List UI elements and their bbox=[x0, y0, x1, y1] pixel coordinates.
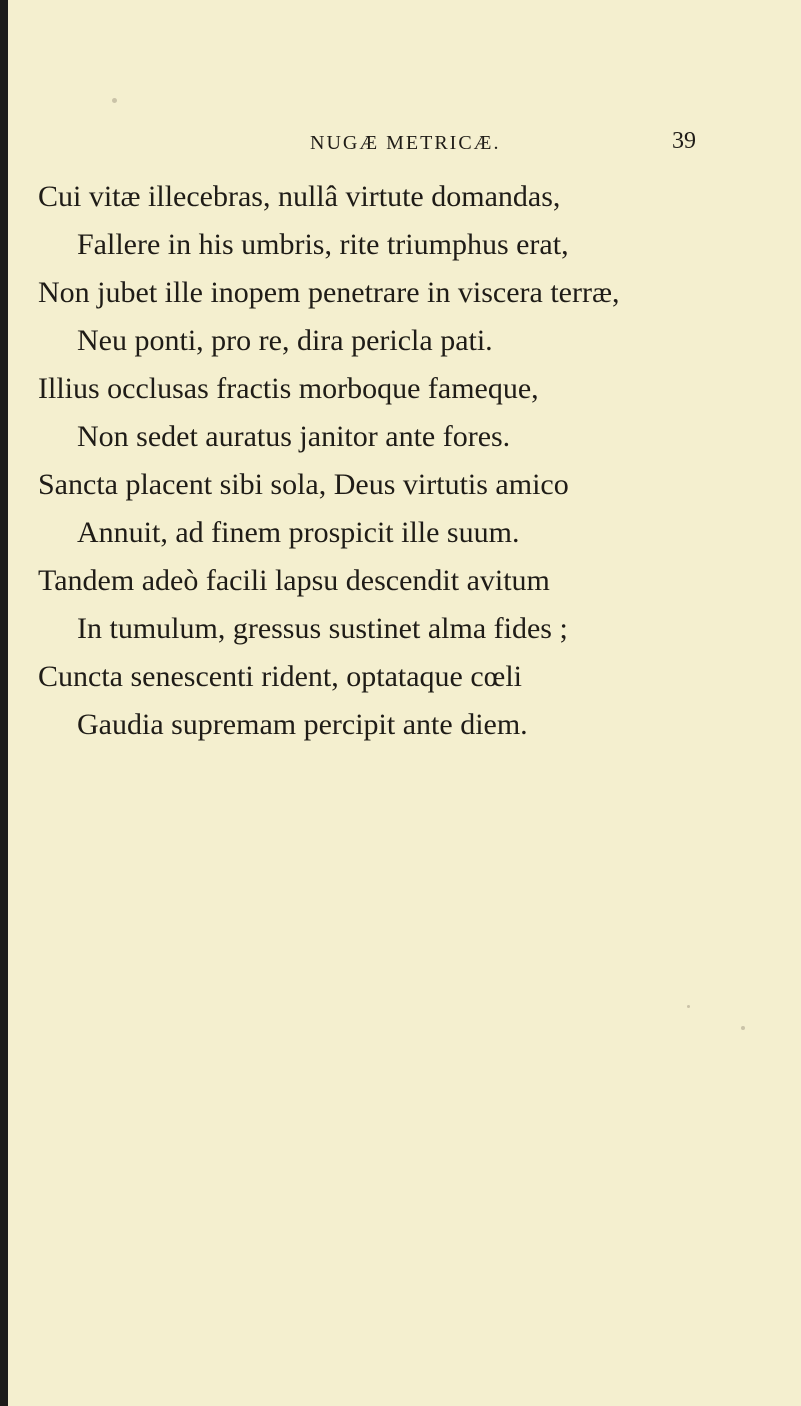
verse-line-6: Non sedet auratus janitor ante fores. bbox=[77, 420, 511, 453]
paper-speck bbox=[741, 1026, 745, 1030]
verse-line-11: Cuncta senescenti rident, optataque cœli bbox=[38, 660, 522, 693]
running-head bbox=[0, 128, 801, 166]
verse-line-3: Non jubet ille inopem penetrare in viscera terræ, bbox=[38, 276, 620, 309]
verse-line-7: Sancta placent sibi sola, Deus virtutis amico bbox=[38, 468, 569, 501]
paper-speck bbox=[112, 98, 117, 103]
verse-line-1: Cui vitæ illecebras, nullâ virtute domandas, bbox=[38, 180, 561, 213]
verse-line-5: Illius occlusas fractis morboque fameque, bbox=[38, 372, 539, 405]
verse-line-10: In tumulum, gressus sustinet alma fides ; bbox=[77, 612, 568, 645]
poem-body bbox=[0, 180, 801, 780]
verse-line-4: Neu ponti, pro re, dira pericla pati. bbox=[77, 324, 493, 357]
verse-line-8: Annuit, ad finem prospicit ille suum. bbox=[77, 516, 520, 549]
paper-speck bbox=[687, 1005, 690, 1008]
page-number: 39 bbox=[672, 128, 696, 154]
verse-line-2: Fallere in his umbris, rite triumphus erat, bbox=[77, 228, 569, 261]
verse-line-9: Tandem adeò facili lapsu descendit avitum bbox=[38, 564, 550, 597]
running-title: NUGÆ METRICÆ. bbox=[310, 132, 501, 154]
verse-line-12: Gaudia supremam percipit ante diem. bbox=[77, 708, 528, 741]
